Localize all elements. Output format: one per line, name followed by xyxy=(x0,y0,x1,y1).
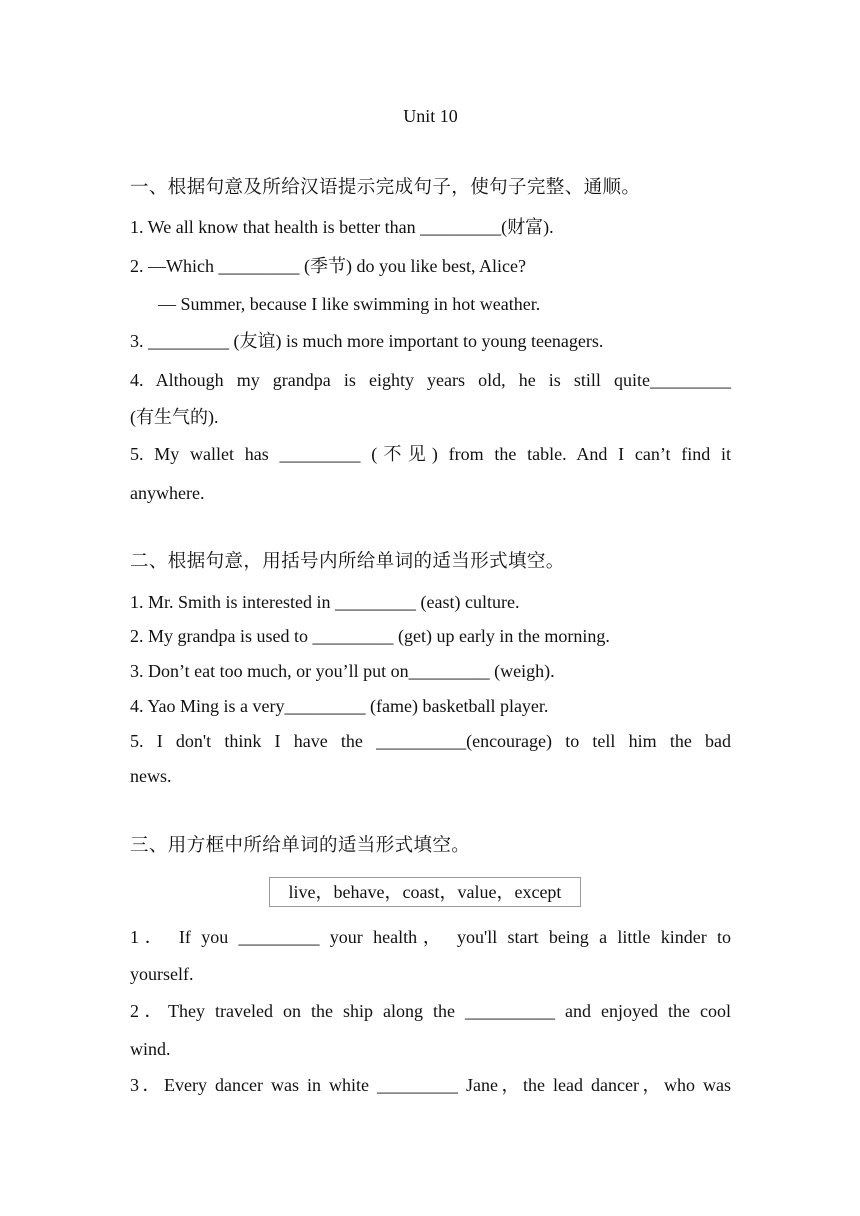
section-2-heading: 二、根据句意，用括号内所给单词的适当形式填空。 xyxy=(130,552,565,572)
s1-question-4-cont: (有生气的). xyxy=(130,407,219,427)
s3-question-1-cont: yourself. xyxy=(130,964,194,984)
s1-question-4: 4. Although my grandpa is eighty years old, he is still quite_________ xyxy=(130,370,731,390)
section-1-heading: 一、根据句意及所给汉语提示完成句子，使句子完整、通顺。 xyxy=(130,178,641,198)
s1-question-5: 5. My wallet has _________ (不见) from the table. And I can’t find it xyxy=(130,444,731,464)
s1-question-2: 2. —Which _________ (季节) do you like best, Alice? xyxy=(130,256,526,276)
s1-question-1: 1. We all know that health is better than _________(财富). xyxy=(130,217,554,237)
s2-question-1: 1. Mr. Smith is interested in _________ (east) culture. xyxy=(130,592,520,612)
s2-question-2: 2. My grandpa is used to _________ (get) up early in the morning. xyxy=(130,626,610,646)
s2-question-3: 3. Don’t eat too much, or you’ll put on_________ (weigh). xyxy=(130,661,555,681)
s2-question-5: 5. I don't think I have the __________(encourage) to tell him the bad xyxy=(130,731,731,751)
word-box: live，behave，coast，value，except xyxy=(269,877,581,907)
s1-question-2-answer: — Summer, because I like swimming in hot weather. xyxy=(158,294,541,314)
s2-question-5-cont: news. xyxy=(130,766,172,786)
s3-question-2-cont: wind. xyxy=(130,1039,171,1059)
page-title: Unit 10 xyxy=(403,106,458,126)
s3-question-2: 2．They traveled on the ship along the __________ and enjoyed the cool xyxy=(130,1001,731,1021)
s3-question-3: 3．Every dancer was in white _________ Jane，the lead dancer，who was xyxy=(130,1075,731,1095)
s2-question-4: 4. Yao Ming is a very_________ (fame) basketball player. xyxy=(130,696,549,716)
section-3-heading: 三、用方框中所给单词的适当形式填空。 xyxy=(130,836,471,856)
s1-question-5-cont: anywhere. xyxy=(130,483,205,503)
s3-question-1: 1． If you _________ your health， you'll start being a little kinder to xyxy=(130,927,731,947)
s1-question-3: 3. _________ (友谊) is much more important to young teenagers. xyxy=(130,331,604,351)
